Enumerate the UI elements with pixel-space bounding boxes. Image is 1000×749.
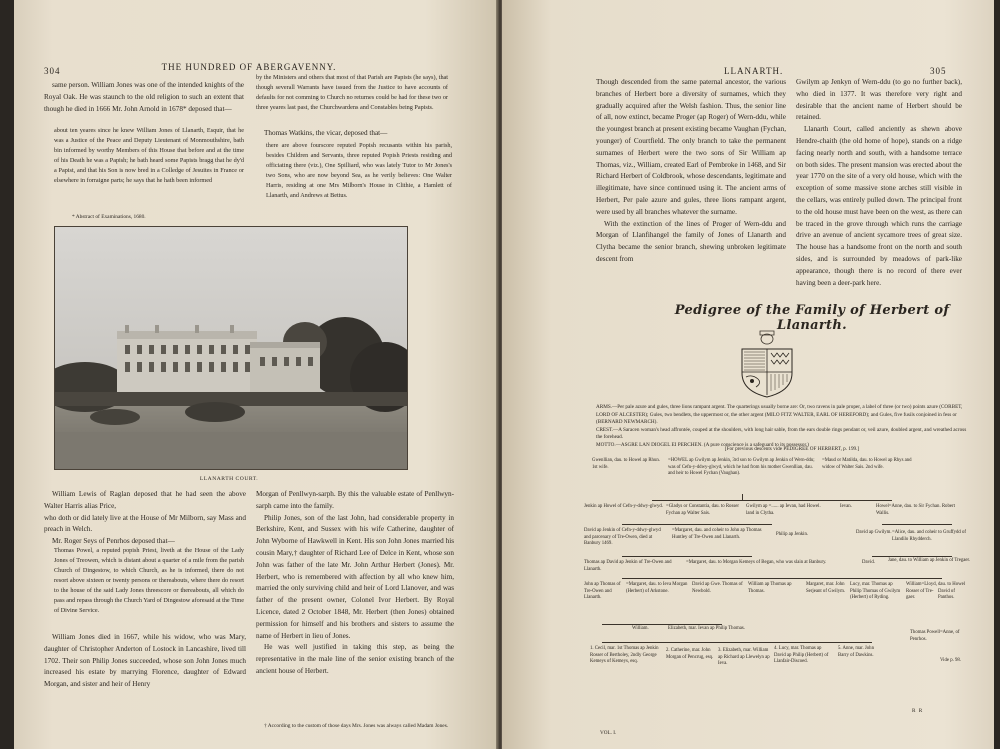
tree-entry: Lucy, mar. Thomas ap Philip Thomas of Gwilym (Herbert) of Ryding.: [850, 582, 901, 601]
tree-entry: William.: [632, 626, 649, 631]
col1-text: same person. William Jones was one of the intended knights of the Royal Oak. He was staunch to the old religion to such an extent that though he died in 1666 Mr. John Arnold in 1678* deposed that—: [44, 81, 244, 113]
bottom-footnote: † According to the custom of those days Mrs. Jones was always called Madam Jones.: [264, 723, 449, 729]
tree-entry: =Margaret, dau. to Morgan Kemeys of Began, who was slain at Banbury.: [686, 560, 827, 565]
tree-entry: John ap Thomas of Tre-Owen and Llanarth.: [584, 582, 621, 601]
tree-entry: dau. to Howel David of Panthos.: [938, 582, 966, 601]
page-number: 305: [930, 66, 947, 76]
tree-entry: William ap Thomas ap Thomas.: [748, 582, 792, 594]
llanarth-court-photo: [54, 226, 408, 470]
bottom-col1: William Lewis of Raglan deposed that he had seen the above Walter Harris alias Price, who doth or did lately live at the House of Mr Milborn, say Mass and preach in Welch. Mr. Roger Seys of Penrhos deposed that—: [44, 490, 246, 546]
tree-entry: Elizabeth, mar. Ievan ap Philip Thomas.: [668, 626, 745, 631]
bottom-col1-quote: Thomas Powel, a reputed popish Priest, liveth at the House of the Lady Jones of Treowen, which is distant about a quarter of a mile from the parish Church of Dingestow, to which Church, as he is informed, there do not resort above sixteen or twenty persons or thereabouts, where there do resort to the house of the said Lady Jones threescore or thereabouts, all which do pass and repass through the Church Yard of Dingestow aforesaid at the Time of Divine Service.: [54, 547, 244, 614]
bottom-col2: Morgan of Penllwyn-sarph. By this the valuable estate of Penllwyn-sarph came into the family. Philip Jones, son of the last John, had considerable property in Berkshire, Kent, and Sussex with his wife Catherine, daughter of John Wyborne of Hawkwell in Kent. His son John Jones married his cousin Mary,† daughter of Richard Lee of Delce in Kent, whose son John was father of the late Mr. John Arthur Herbert (Jones). Mr. Herbert, who is remembered with affection by all who knew him, married the only surviving child and heir of Lord Llanover, and was father of the present owner, Colonel Ivor Herbert. By Royal Licence, dated 2 October 1848, Mr. Herbert (then Jones) obtained permission for himself and his brothers and sisters to assume the name of Herbert in lieu of Jones. He was well justified in taking this step, as being the representative in the male line of the senior existing branch of the ancient house of Herbert.: [256, 490, 454, 675]
tree-entry: 1. Cecil, mar. 1st Thomas ap Jenkin Rosser of Bertholey, 2ndly George Kemeys of Kemeys, esq.: [590, 646, 659, 665]
coat-of-arms-icon: [738, 327, 796, 399]
tree-entry: =Margaret, dau. and coheir to John ap Thomas Huntley of Tre-Owen and Llanarth.: [672, 528, 762, 540]
tree-entry: David ap Jenkin of Cefn-y-ddwy-glwyd and parcenary of Tre-Owen, died at Banbury 1469.: [584, 528, 661, 547]
page-number: 304: [44, 66, 61, 76]
arms-description: ARMS.—Per pale azure and gules, three lions rampant argent. The quarterings usually borne are: Or, two ravens in pale proper, a label of three (or two) points azure (CORBET, LORD OF ALCESTER); Gules, two bendlets, the uppermost or, the other argent (MILO FITZ WALTER, EARL OF HEREFORD); and Gules, five fusils conjoined in fess or (BERNARD NEWMARCH). CREST.—A Saracen woman's head affrontée, couped at the shoulders, with long hair sable, from the ears double rings pendant or, veil azure, doubled argent, and wreathed across the forehead. MOTTO.—ASGRE LAN DIOGEL EI PERCHEN. (A pure conscience is a safeguard to its possessor.): [596, 404, 967, 448]
col1-text: Though descended from the same paternal ancestor, the various branches of Herbert bore a diversity of surnames, which they gradually acquired after the Welsh fashion. Thus, the senior line of all, now extinct, became Proger (ap Roger) of Wern-ddu, while the youngest branch at present existing became Vaughan (Fychan, younger) of Courtfield. The only branch to take the permanent surnames of Herbert were the two sons of Sir William ap Thomas, viz., William, created Earl of Pembroke in 1468, and Sir Richard Herbert of Coldbrook, whose descendants, legitimate and illegitimate, have since continued using it. The ancient arms of Herbert, Per pale azure and gules, three lions rampant argent, were used by all branches whatever the surname. With the extinction of the lines of Proger of Wern-ddu and Morgan of Llanfihangel the family of Jones of Llanarth and Clytha became the senior branch, shewing unbroken legitimate descent from: [596, 78, 786, 263]
col2-quote2: there are above fourscore reputed Popish recusants within his parish, besides Children and Servants, three reputed Popish Priests residing and officiating there (viz.), One Spilliard, who was lately Tutor to Mr Jones's two Sons, who are now beyond Sea, as he verily believes: One Walter Harris, residing at one Mrs Milborn's House in Clithie, a Hamlett of Llanarth, and Andrews at Bettus.: [266, 142, 452, 199]
running-head: THE HUNDRED OF ABERGAVENNY.: [161, 62, 337, 72]
col2-para: Thomas Watkins, the vicar, deposed that—: [264, 129, 388, 137]
tree-entry: 3. Elizabeth, mar. William ap Richard ap Llewelyn ap Ieva.: [718, 648, 770, 667]
tree-entry: Margaret, mar. John Serjeant of Gwilym.: [806, 582, 846, 594]
tree-entry: Howel=Anne, dau. to Sir Fychan. Robert Wallis.: [876, 504, 955, 516]
footnote: * Abstract of Examinations, 1680.: [72, 214, 146, 220]
previous-descents-note: [For previous descents vide PEDIGREE OF HERBERT, p. 199.]: [724, 446, 860, 452]
tree-entry: Thomas ap David ap Jenkin of Tre-Owen and Llanarth.: [584, 560, 672, 572]
tree-entry: Philip ap Jenkin.: [776, 532, 809, 537]
tree-entry: =Margaret, dau. to Ieva Morgan (Herbert) of Arkstone.: [626, 582, 688, 594]
col2-text: Gwilym ap Jenkyn of Wern-ddu (to go no further back), who died in 1377. It was therefore very right and desirable that the ancient name of Herbert should be retained. Llanarth Court, called anciently as shewn above Hendre-chaith (the old home of hope), stands on a ridge facing nearly north and south, with a handsome terrace on both sides. The present mansion was erected about the year 1770 on the site of a very old house, which with the exception of some massive stone arches still visible in the cellars, was entirely pulled down. The principal front to the old house must have been on the west, as there can be traced in the grove through which runs the carriage drive an avenue of ancient sycamore trees of great size. The house has a handsome front on the north and south sides, and is surrounded by meadows of park-like appearance, though there is no record of there ever having been a deer-park here.: [796, 78, 962, 287]
tree-entry: 2. Catherine, mar. John Morgan of Pencrug, esq.: [666, 648, 714, 660]
tree-entry: Ievan.: [840, 504, 852, 509]
running-head: LLANARTH.: [724, 66, 784, 76]
tree-entry: Gwilym ap =...... ap Ievan, had Howel. land in Clytha.: [746, 504, 821, 516]
tree-entry: 4. Lucy, mar. Thomas ap David ap Philip (Herbert) of Llanfair-Discoed.: [774, 646, 829, 665]
tree-entry: =Alice, dau. and coheir to Gruffydd of Llandilo Rhydderch.: [892, 530, 967, 542]
volume-signature: VOL. I.: [600, 730, 617, 736]
tree-entry: David ap Gwe. Thomas of Newbold.: [692, 582, 743, 594]
left-page: [14, 0, 498, 749]
signature-mark: R R: [912, 708, 924, 714]
tree-entry: =HOWEL ap Gwilym ap Jenkin, 3rd son to Gwilym ap Jenkin of Wern-ddu; was of Cefn-y-ddwy-glwyd, which he had from his mother Gwenllian, dau. and heir to Howel Fychan (Vaughan).: [668, 458, 815, 477]
tree-entry: David.: [862, 560, 875, 565]
tree-entry: Gwenllian, dau. to Howel ap Rhun. 1st wife.: [592, 458, 660, 470]
tree-entry: 5. Anne, mar. John Barry of Dawkins.: [838, 646, 874, 658]
tree-entry: David ap Gwilym.: [856, 530, 892, 535]
tree-entry: William=Lloyd, Rosser of Tre-gaer.: [906, 582, 937, 601]
tree-entry: Jane, dau. to William ap Jenkin of Tregaer.: [888, 558, 971, 563]
pedigree-title: Pedigree of the Family of Herbert of Llanarth.: [674, 303, 950, 333]
tree-entry: =Gladys or Constantia, dau. to Rosser Fychan ap Walter Sais.: [666, 504, 739, 516]
pedigree-tree: [584, 458, 972, 718]
tree-entry: Thomas Powell=Anne, of Penrhos.: [910, 630, 960, 642]
tree-entry: =Maud or Matilda, dau. to Howel ap Rhys and widow of Walter Sais. 2nd wife.: [822, 458, 912, 470]
bottom-col1-end: William Jones died in 1667, while his widow, who was Mary, daughter of Christopher Anderton of Lostock in Lancashire, lived till 1702. Their son Philip Jones succeeded, whose son John Jones much increased his estate by marrying Florence, daughter of Edward Morgan, and sister and heir of Henry: [44, 633, 246, 689]
tree-entry: Vide p. 98.: [940, 658, 962, 663]
photo-caption: LLANARTH COURT.: [199, 476, 259, 482]
right-page: [502, 0, 994, 749]
col2-quote: by the Ministers and others that most of that Parish are Papists (he says), that though severall Warrants have issued from the Justice to have accounts of defaults for not comming to Church no returnes could be had for these two or three yeares last past, the Churchwardens and Constables being Papists.: [256, 74, 448, 111]
tree-entry: Jenkin ap Howel of Cefn-y-ddwy-glwyd.: [584, 504, 663, 509]
col1-quote: about ten yeares since he knew William Jones of Llanarth, Esquir, that he was a Justice of the Peace and Deputy Lieutenant of Monmouthshire, bath bin informed by worthy Members of this House that before and at the time of his Death he was a Papish; he bath heard some Papists bragg that he dy'd a Papist, and that his Son is now bred in a Colledge of Jesuites in France or elsewhere in forraigne parts; he says that he hath been informed: [54, 127, 244, 184]
